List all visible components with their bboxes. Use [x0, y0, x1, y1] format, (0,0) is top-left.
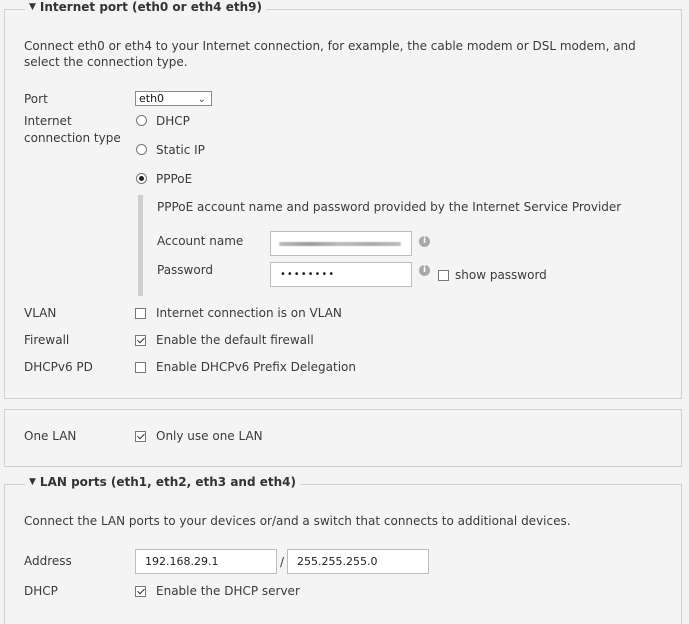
lan-ports-legend[interactable] [25, 475, 300, 489]
one-lan-panel [4, 409, 682, 467]
internet-port-legend[interactable] [25, 0, 266, 14]
pppoe-indent-bar [138, 195, 143, 296]
firewall-label: Firewall [24, 333, 70, 347]
one-lan-checkbox-label[interactable]: Only use one LAN [156, 429, 263, 443]
dhcpv6-pd-label: DHCPv6 PD [24, 360, 93, 374]
dhcp-radio[interactable] [136, 115, 147, 126]
address-separator: / [280, 555, 285, 569]
firewall-checkbox-label[interactable]: Enable the default firewall [156, 333, 314, 347]
connection-type-label-line1: Internet [24, 114, 72, 128]
vlan-checkbox[interactable] [135, 308, 146, 319]
port-select[interactable] [135, 91, 212, 106]
caret-down-icon: ▼ [29, 2, 36, 12]
static-ip-radio[interactable] [136, 144, 147, 155]
address-label: Address [24, 554, 72, 568]
dhcpv6-pd-checkbox-label[interactable]: Enable DHCPv6 Prefix Delegation [156, 360, 356, 374]
info-icon[interactable]: i [419, 265, 430, 276]
port-label: Port [24, 92, 48, 106]
dhcp-radio-label[interactable]: DHCP [156, 114, 190, 128]
lan-address-input[interactable]: 192.168.29.1 [135, 549, 277, 574]
pppoe-radio[interactable] [136, 173, 147, 184]
pppoe-radio-label[interactable]: PPPoE [156, 172, 193, 186]
lan-description: Connect the LAN ports to your devices or/and a switch that connects to additional devices. [24, 514, 571, 528]
account-name-label: Account name [157, 234, 244, 248]
account-name-input[interactable] [270, 231, 412, 256]
dhcp-server-checkbox-label[interactable]: Enable the DHCP server [156, 584, 300, 598]
internet-port-title: Internet port (eth0 or eth4 eth9) [39, 0, 262, 14]
lan-netmask-input[interactable]: 255.255.255.0 [287, 549, 429, 574]
info-icon[interactable]: i [419, 236, 430, 247]
show-password-checkbox[interactable] [438, 270, 449, 281]
one-lan-checkbox[interactable] [135, 431, 146, 442]
connection-type-label-line2: connection type [24, 131, 121, 145]
account-name-redacted [279, 242, 401, 246]
lan-ports-title: LAN ports (eth1, eth2, eth3 and eth4) [39, 475, 296, 489]
firewall-checkbox[interactable] [135, 335, 146, 346]
internet-description: Connect eth0 or eth4 to your Internet connection, for example, the cable modem or DSL modem, and select the connection type. [24, 39, 636, 69]
show-password-label[interactable]: show password [455, 268, 547, 282]
port-select-value: eth0 [139, 92, 165, 105]
dhcp-server-checkbox[interactable] [135, 586, 146, 597]
caret-down-icon: ▼ [29, 477, 36, 487]
password-input[interactable]: •••••••• [270, 262, 412, 287]
chevron-down-icon: ⌄ [197, 94, 206, 105]
dhcp-label: DHCP [24, 584, 58, 598]
dhcpv6-pd-checkbox[interactable] [135, 362, 146, 373]
one-lan-label: One LAN [24, 429, 77, 443]
vlan-label: VLAN [24, 306, 57, 320]
password-label: Password [157, 263, 214, 277]
vlan-checkbox-label[interactable]: Internet connection is on VLAN [156, 306, 342, 320]
static-ip-radio-label[interactable]: Static IP [156, 143, 205, 157]
pppoe-description: PPPoE account name and password provided by the Internet Service Provider [157, 200, 622, 214]
